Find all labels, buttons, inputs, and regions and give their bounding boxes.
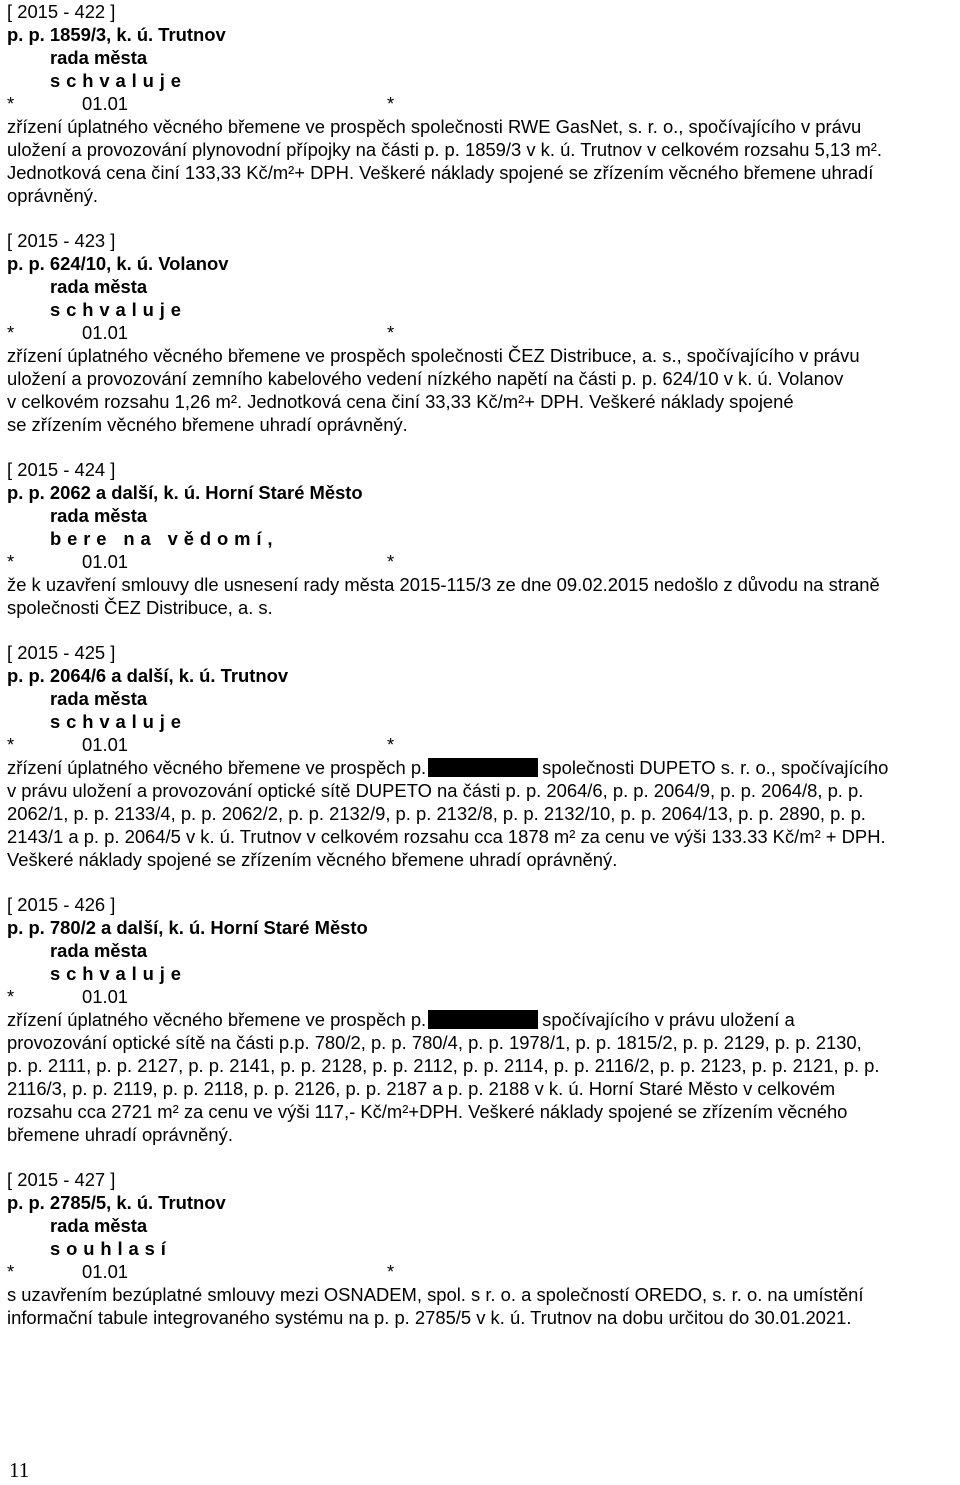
item-line bbox=[7, 321, 957, 344]
resolution-text-line: oprávněný. bbox=[7, 185, 98, 206]
redaction-bar bbox=[428, 758, 538, 777]
resolution-text-line: společnosti ČEZ Distribuce, a. s. bbox=[7, 597, 273, 618]
block-spacer bbox=[7, 436, 957, 458]
text-fragment: zřízení úplatného věcného břemene ve prospěch p. bbox=[7, 757, 427, 778]
item-marker-left: * bbox=[7, 551, 15, 572]
resolution-text-line: Veškeré náklady spojené se zřízením věcného břemene uhradí oprávněný. bbox=[7, 849, 618, 870]
resolution-text-line: s uzavřením bezúplatné smlouvy mezi OSNADEM, spol. s r. o. a společností OREDO, s. r. o. na umístění bbox=[7, 1284, 864, 1305]
parcel-heading: p. p. 1859/3, k. ú. Trutnov bbox=[7, 24, 226, 45]
item-marker-right: * bbox=[387, 734, 395, 755]
resolution-text-line: zřízení úplatného věcného břemene ve prospěch společnosti RWE GasNet, s. r. o., spočívajícího v právu bbox=[7, 116, 862, 137]
text-fragment: zřízení úplatného věcného břemene ve prospěch p. bbox=[7, 1009, 427, 1030]
council-label: rada města bbox=[50, 688, 148, 709]
parcel-heading: p. p. 624/10, k. ú. Volanov bbox=[7, 253, 229, 274]
item-number: 01.01 bbox=[82, 734, 129, 755]
text-fragment: spočívajícího v právu uložení a bbox=[542, 1009, 795, 1030]
item-number: 01.01 bbox=[82, 322, 129, 343]
redaction-bar bbox=[428, 1010, 538, 1029]
council-label: rada města bbox=[50, 1215, 148, 1236]
resolution-text-line: 2116/3, p. p. 2119, p. p. 2118, p. p. 2126, p. p. 2187 a p. p. 2188 v k. ú. Horní Staré Město v celkovém bbox=[7, 1078, 836, 1099]
item-number: 01.01 bbox=[82, 93, 129, 114]
resolution-block bbox=[7, 893, 957, 1146]
council-label: rada města bbox=[50, 47, 148, 68]
resolution-block bbox=[7, 229, 957, 436]
council-label: rada města bbox=[50, 940, 148, 961]
resolution-block bbox=[7, 641, 957, 871]
resolution-number: [ 2015 - 424 ] bbox=[7, 459, 116, 480]
parcel-heading: p. p. 2062 a další, k. ú. Horní Staré Město bbox=[7, 482, 363, 503]
resolution-text-line: informační tabule integrovaného systému na p. p. 2785/5 v k. ú. Trutnov na dobu určitou do 30.01.2021. bbox=[7, 1307, 852, 1328]
block-spacer bbox=[7, 207, 957, 229]
page-number: 11 bbox=[9, 1458, 30, 1482]
resolution-text-line: p. p. 2111, p. p. 2127, p. p. 2141, p. p. 2128, p. p. 2112, p. p. 2114, p. p. 2116/2, p. p. 2123, p. p. 2121, p. p. bbox=[7, 1055, 880, 1076]
item-marker-right: * bbox=[387, 1261, 395, 1282]
resolution-block bbox=[7, 458, 957, 619]
resolution-text-line: se zřízením věcného břemene uhradí oprávněný. bbox=[7, 414, 408, 435]
parcel-heading: p. p. 2064/6 a další, k. ú. Trutnov bbox=[7, 665, 289, 686]
resolution-verb: schvaluje bbox=[50, 70, 187, 91]
resolution-text-line: 2062/1, p. p. 2133/4, p. p. 2062/2, p. p. 2132/9, p. p. 2132/8, p. p. 2132/10, p. p. 2064/13, p. p. 2890, p. p. bbox=[7, 803, 866, 824]
resolution-verb: schvaluje bbox=[50, 963, 187, 984]
resolution-verb: schvaluje bbox=[50, 711, 187, 732]
resolution-text-line bbox=[7, 756, 957, 779]
item-marker-right: * bbox=[387, 93, 395, 114]
item-marker-left: * bbox=[7, 986, 15, 1007]
item-marker-right: * bbox=[387, 322, 395, 343]
block-spacer bbox=[7, 871, 957, 893]
resolution-number: [ 2015 - 426 ] bbox=[7, 894, 116, 915]
council-label: rada města bbox=[50, 276, 148, 297]
item-marker-left: * bbox=[7, 734, 15, 755]
resolution-text-line: 2143/1 a p. p. 2064/5 v k. ú. Trutnov v celkovém rozsahu cca 1878 m² za cenu ve výši 133.33 Kč/m² + DPH. bbox=[7, 826, 886, 847]
parcel-heading: p. p. 780/2 a další, k. ú. Horní Staré Město bbox=[7, 917, 368, 938]
item-marker-left: * bbox=[7, 322, 15, 343]
resolution-number: [ 2015 - 427 ] bbox=[7, 1169, 116, 1190]
item-number: 01.01 bbox=[82, 1261, 129, 1282]
resolution-text-line: uložení a provozování zemního kabelového vedení nízkého napětí na části p. p. 624/10 v k. ú. Volanov bbox=[7, 368, 844, 389]
resolution-text-line: břemene uhradí oprávněný. bbox=[7, 1124, 233, 1145]
resolution-text-line: uložení a provozování plynovodní přípojky na části p. p. 1859/3 v k. ú. Trutnov v celkovém rozsahu 5,13 m². bbox=[7, 139, 883, 160]
resolution-text-line: v právu uložení a provozování optické sítě DUPETO na části p. p. 2064/6, p. p. 2064/9, p. p. 2064/8, p. p. bbox=[7, 780, 864, 801]
resolution-text-line: v celkovém rozsahu 1,26 m². Jednotková cena činí 33,33 Kč/m²+ DPH. Veškeré náklady spojené bbox=[7, 391, 794, 412]
parcel-heading: p. p. 2785/5, k. ú. Trutnov bbox=[7, 1192, 226, 1213]
resolution-verb: schvaluje bbox=[50, 299, 187, 320]
resolution-verb: bere na vědomí, bbox=[50, 528, 279, 549]
resolution-text-line: rozsahu cca 2721 m² za cenu ve výši 117,- Kč/m²+DPH. Veškeré náklady spojené se zřízením věcného bbox=[7, 1101, 848, 1122]
resolution-text-line: zřízení úplatného věcného břemene ve prospěch společnosti ČEZ Distribuce, a. s., spočívajícího v právu bbox=[7, 345, 860, 366]
document-body bbox=[7, 0, 957, 1329]
item-line bbox=[7, 733, 957, 756]
resolution-number: [ 2015 - 422 ] bbox=[7, 1, 116, 22]
resolution-text-line: Jednotková cena činí 133,33 Kč/m²+ DPH. Veškeré náklady spojené se zřízením věcného břemene uhradí bbox=[7, 162, 874, 183]
resolution-number: [ 2015 - 423 ] bbox=[7, 230, 116, 251]
item-number: 01.01 bbox=[82, 986, 129, 1007]
item-marker-left: * bbox=[7, 1261, 15, 1282]
item-line bbox=[7, 1260, 957, 1283]
resolution-block bbox=[7, 1168, 957, 1329]
block-spacer bbox=[7, 1146, 957, 1168]
item-line bbox=[7, 92, 957, 115]
resolution-text-line: že k uzavření smlouvy dle usnesení rady města 2015-115/3 ze dne 09.02.2015 nedošlo z důvodu na straně bbox=[7, 574, 880, 595]
item-line bbox=[7, 550, 957, 573]
block-spacer bbox=[7, 619, 957, 641]
resolution-text-line bbox=[7, 1008, 957, 1031]
resolution-text-line: provozování optické sítě na části p.p. 780/2, p. p. 780/4, p. p. 1978/1, p. p. 1815/2, p. p. 2129, p. p. 2130, bbox=[7, 1032, 862, 1053]
text-fragment: společnosti DUPETO s. r. o., spočívajícího bbox=[542, 757, 889, 778]
item-marker-left: * bbox=[7, 93, 15, 114]
item-number: 01.01 bbox=[82, 551, 129, 572]
item-line bbox=[7, 985, 957, 1008]
item-marker-right: * bbox=[387, 551, 395, 572]
council-label: rada města bbox=[50, 505, 148, 526]
resolution-block bbox=[7, 0, 957, 207]
resolution-number: [ 2015 - 425 ] bbox=[7, 642, 116, 663]
resolution-verb: souhlasí bbox=[50, 1238, 172, 1259]
